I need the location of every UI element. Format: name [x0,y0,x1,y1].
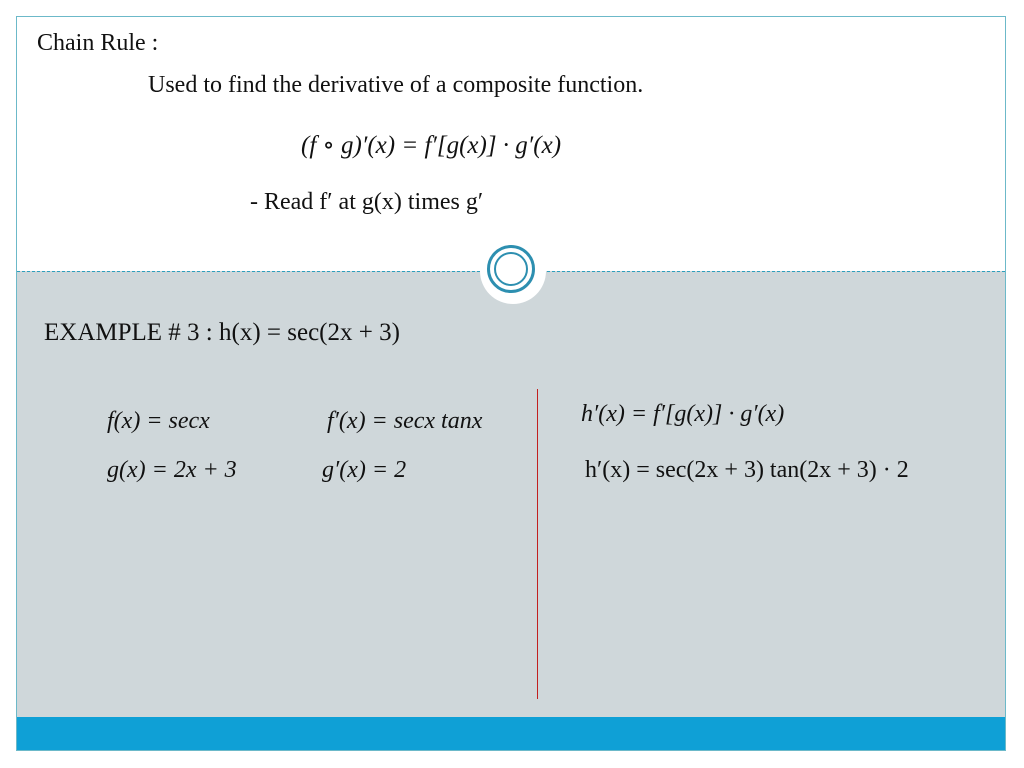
chain-rule-formula: (f ∘ g)′(x) = f′[g(x)] · g′(x) [301,132,562,159]
footer-bar [17,717,1005,751]
slide-canvas [16,16,1006,751]
derivative-h-general: h′(x) = f′[g(x)] · g′(x) [581,401,785,427]
function-g: g(x) = 2x + 3 [107,457,237,483]
example-heading: EXAMPLE # 3 : h(x) = sec(2x + 3) [44,319,400,346]
slide-title: Chain Rule : [37,30,159,56]
slide-subtitle: Used to find the derivative of a composite function. [148,72,644,98]
derivative-f: f′(x) = secx tanx [327,408,483,434]
function-f: f(x) = secx [107,408,210,434]
read-instruction: - Read f′ at g(x) times g′ [250,189,484,215]
derivative-h-result: h′(x) = sec(2x + 3) tan(2x + 3) · 2 [585,457,909,483]
divider-circle-inner-icon [494,252,528,286]
derivative-g: g′(x) = 2 [322,457,407,483]
column-divider [537,389,538,699]
